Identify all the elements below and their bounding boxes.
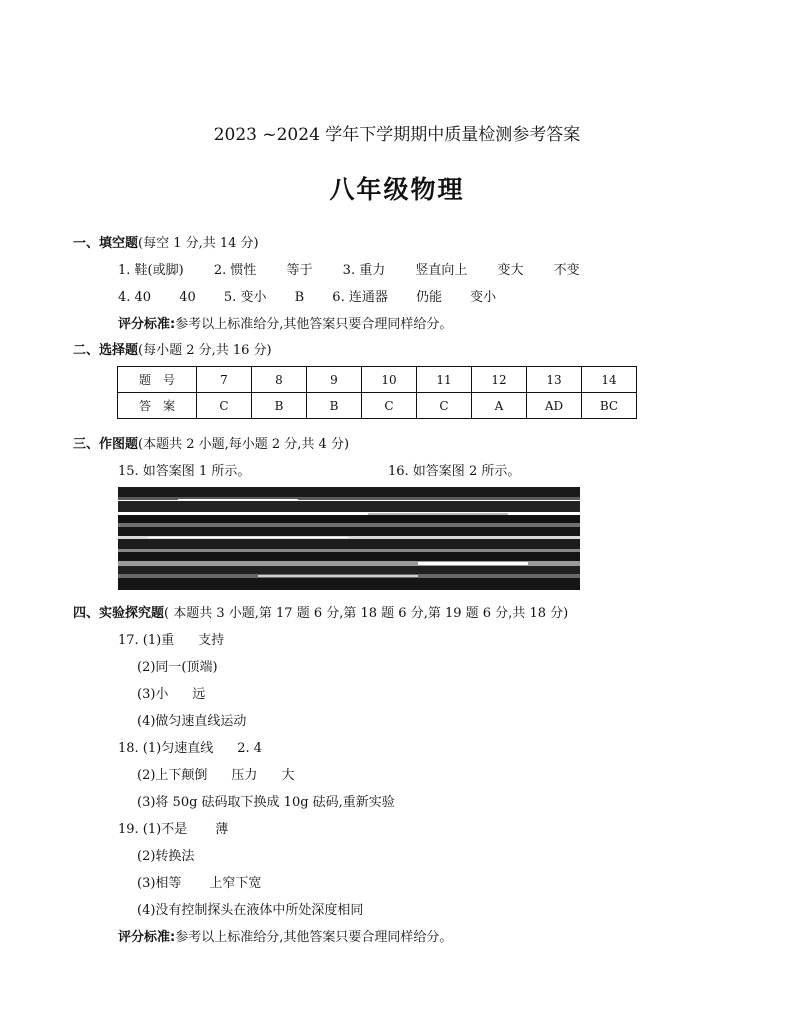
answer-6a: 6. 连通器 bbox=[332, 290, 388, 305]
section-1-heading bbox=[73, 232, 259, 251]
q19-line-3 bbox=[137, 872, 261, 891]
answer-6c: 变小 bbox=[470, 290, 497, 305]
table-cell-q12: 12 bbox=[472, 367, 527, 393]
table-cell-q8: 8 bbox=[252, 367, 307, 393]
document-subtitle: 2023 ~2024 学年下学期期中质量检测参考答案 bbox=[213, 125, 581, 145]
section-1-line-1 bbox=[118, 259, 580, 278]
answer-table bbox=[117, 366, 637, 419]
table-cell-a12: A bbox=[472, 393, 527, 419]
section-1-title: 一、填空题 bbox=[73, 236, 139, 251]
section-4-note: ( 本题共 3 小题,第 17 题 6 分,第 18 题 6 分,第 19 题 6 分,共 18 分) bbox=[164, 606, 569, 621]
q18-line-2 bbox=[137, 764, 294, 783]
answer-1: 1. 鞋(或脚) bbox=[118, 263, 184, 278]
q17-1b: 支持 bbox=[198, 633, 225, 648]
q17-3b: 远 bbox=[192, 687, 206, 702]
table-cell-a10: C bbox=[362, 393, 417, 419]
q18-2b: 压力 bbox=[231, 768, 258, 783]
answer-5a: 5. 变小 bbox=[223, 290, 267, 305]
q17-line-2: (2)同一(顶端) bbox=[137, 660, 218, 675]
table-cell-a11: C bbox=[417, 393, 472, 419]
q17-1a: 17. (1)重 bbox=[118, 633, 175, 648]
q18-2a: (2)上下颠倒 bbox=[137, 768, 208, 783]
section-2-note: (每小题 2 分,共 16 分) bbox=[138, 343, 272, 358]
document-title: 八年级物理 bbox=[329, 175, 465, 204]
q19-3a: (3)相等 bbox=[137, 876, 182, 891]
section-1-standard bbox=[118, 313, 452, 332]
table-row-questions bbox=[118, 367, 637, 393]
q18-2c: 大 bbox=[281, 768, 295, 783]
table-cell-q9: 9 bbox=[307, 367, 362, 393]
answer-3d: 不变 bbox=[553, 263, 580, 278]
table-header-answer: 答 案 bbox=[118, 393, 197, 419]
table-cell-a7: C bbox=[197, 393, 252, 419]
q17-line-3 bbox=[137, 683, 205, 702]
section-2-title: 二、选择题 bbox=[73, 343, 139, 358]
table-row-answers bbox=[118, 393, 637, 419]
section-1-line-2 bbox=[118, 286, 496, 305]
section-4-title: 四、实验探究题 bbox=[73, 606, 165, 621]
table-cell-a13: AD bbox=[527, 393, 582, 419]
section-3-heading bbox=[73, 433, 349, 452]
table-header-question: 题 号 bbox=[118, 367, 197, 393]
section-1-note: (每空 1 分,共 14 分) bbox=[138, 236, 259, 251]
section-4-standard bbox=[118, 926, 452, 945]
answer-4b: 40 bbox=[179, 290, 196, 305]
q19-line-2: (2)转换法 bbox=[137, 849, 195, 864]
answer-3c: 变大 bbox=[497, 263, 524, 278]
standard-text-2: 参考以上标准给分,其他答案只要合理同样给分。 bbox=[175, 930, 453, 945]
section-4-heading bbox=[73, 602, 568, 621]
item-15: 15. 如答案图 1 所示。 bbox=[118, 464, 251, 479]
answer-2a: 2. 惯性 bbox=[213, 263, 257, 278]
q17-line-1 bbox=[118, 629, 224, 648]
standard-text: 参考以上标准给分,其他答案只要合理同样给分。 bbox=[175, 317, 453, 332]
item-16: 16. 如答案图 2 所示。 bbox=[388, 464, 521, 479]
q17-3a: (3)小 bbox=[137, 687, 169, 702]
table-cell-q10: 10 bbox=[362, 367, 417, 393]
table-cell-a8: B bbox=[252, 393, 307, 419]
answer-4a: 4. 40 bbox=[118, 290, 152, 305]
answer-6b: 仍能 bbox=[415, 290, 442, 305]
section-2-heading bbox=[73, 339, 272, 358]
q19-line-4: (4)没有控制探头在液体中所处深度相同 bbox=[137, 903, 364, 918]
q19-3b: 上窄下宽 bbox=[209, 876, 262, 891]
q17-line-4: (4)做匀速直线运动 bbox=[137, 714, 247, 729]
table-cell-a14: BC bbox=[582, 393, 637, 419]
answer-2b: 等于 bbox=[286, 263, 313, 278]
q18-line-3: (3)将 50g 砝码取下换成 10g 砝码,重新实验 bbox=[137, 795, 395, 810]
table-cell-a9: B bbox=[307, 393, 362, 419]
standard-label: 评分标准: bbox=[118, 317, 176, 332]
standard-label-2: 评分标准: bbox=[118, 930, 176, 945]
q18-1b: 2. 4 bbox=[237, 741, 263, 756]
q19-line-1 bbox=[118, 818, 228, 837]
answer-5b: B bbox=[294, 290, 305, 305]
section-3-note: (本题共 2 小题,每小题 2 分,共 4 分) bbox=[138, 437, 350, 452]
q18-1a: 18. (1)匀速直线 bbox=[118, 741, 214, 756]
table-cell-q11: 11 bbox=[417, 367, 472, 393]
table-cell-q14: 14 bbox=[582, 367, 637, 393]
section-3-title: 三、作图题 bbox=[73, 437, 139, 452]
answer-3b: 竖直向上 bbox=[415, 263, 468, 278]
answer-figures-image bbox=[118, 487, 580, 590]
answer-3a: 3. 重力 bbox=[342, 263, 386, 278]
q18-line-1 bbox=[118, 737, 262, 756]
q19-1a: 19. (1)不是 bbox=[118, 822, 188, 837]
table-cell-q13: 13 bbox=[527, 367, 582, 393]
q19-1b: 薄 bbox=[215, 822, 229, 837]
table-cell-q7: 7 bbox=[197, 367, 252, 393]
